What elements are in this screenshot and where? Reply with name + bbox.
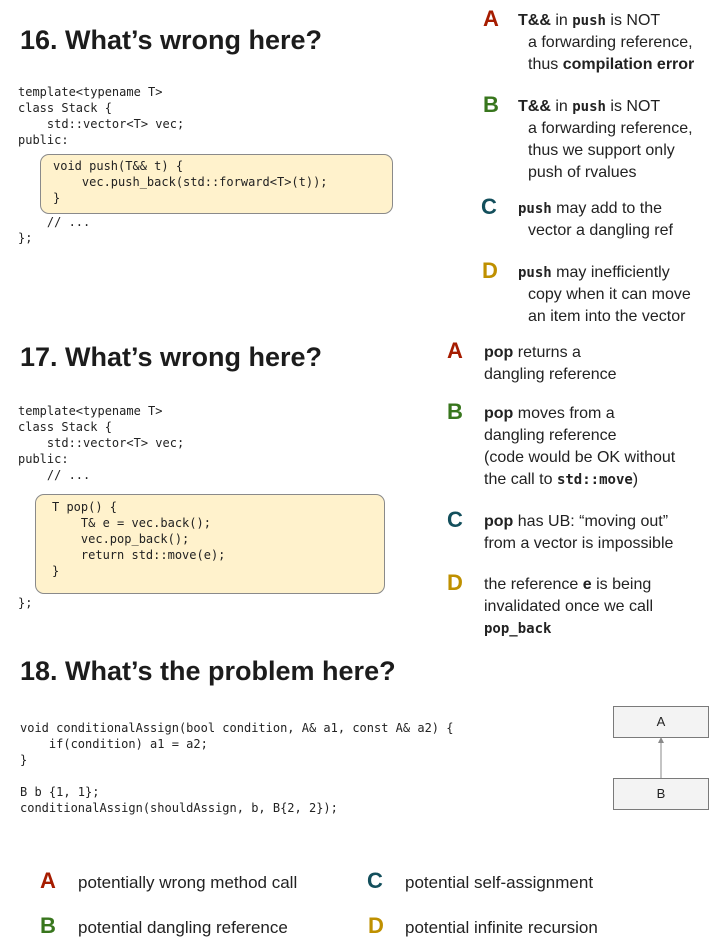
answer-text: push may inefficiently copy when it can move an item into the vector [518, 264, 691, 325]
q16-code-pre: template<typename T> class Stack { std::vector<T> vec; public: [18, 85, 185, 147]
q16-code-post: // ... }; [18, 215, 91, 245]
q17-code-post: }; [18, 596, 33, 610]
inheritance-arrow-icon [655, 737, 667, 779]
answer-text: T&& in push is NOT a forwarding reference, thus we support only push of rvalues [518, 98, 693, 181]
answer-text: potential infinite recursion [405, 918, 598, 937]
q16-title: 16. What’s wrong here? [20, 25, 323, 55]
q18-title: 18. What’s the problem here? [20, 656, 396, 686]
q16-code-highlight: void push(T&& t) { vec.push_back(std::forward<T>(t)); } [53, 159, 328, 205]
answer-letter: D [447, 570, 463, 595]
answer-text: pop moves from a dangling reference (code would be OK without the call to std::move) [484, 405, 676, 488]
q18-code: void conditionalAssign(bool condition, A& a1, const A& a2) { if(condition) a1 = a2; } B b {1, 1}; conditionalAssign(shouldAssign, b, B{2, 2}); [20, 721, 454, 815]
answer-text: the reference e is being invalidated once we call pop_back [484, 576, 653, 637]
answer-text: potential self-assignment [405, 873, 594, 892]
answer-text: push may add to the vector a dangling ref [518, 200, 673, 239]
answer-letter: A [447, 338, 463, 363]
answer-letter: A [40, 868, 56, 893]
class-box-b: B [613, 778, 709, 810]
answer-letter: A [483, 6, 499, 31]
answer-text: pop has UB: “moving out” from a vector is impossible [484, 513, 674, 552]
answer-letter: D [482, 258, 498, 283]
class-box-a: A [613, 706, 709, 738]
answer-letter: B [447, 399, 463, 424]
answer-text: T&& in push is NOT a forwarding reference, thus compilation error [518, 12, 695, 73]
q17-code-pre: template<typename T> class Stack { std::vector<T> vec; public: // ... [18, 404, 185, 482]
answer-letter: D [368, 913, 384, 938]
answer-letter: B [483, 92, 499, 117]
answer-letter: C [481, 194, 497, 219]
answer-letter: B [40, 913, 56, 938]
answer-letter: C [367, 868, 383, 893]
q17-code-highlight: T pop() { T& e = vec.back(); vec.pop_back(); return std::move(e); } [52, 500, 226, 578]
answer-text: pop returns a dangling reference [484, 344, 617, 383]
q17-title: 17. What’s wrong here? [20, 342, 323, 372]
answer-letter: C [447, 507, 463, 532]
answer-text: potential dangling reference [78, 918, 288, 937]
answer-text: potentially wrong method call [78, 873, 298, 892]
